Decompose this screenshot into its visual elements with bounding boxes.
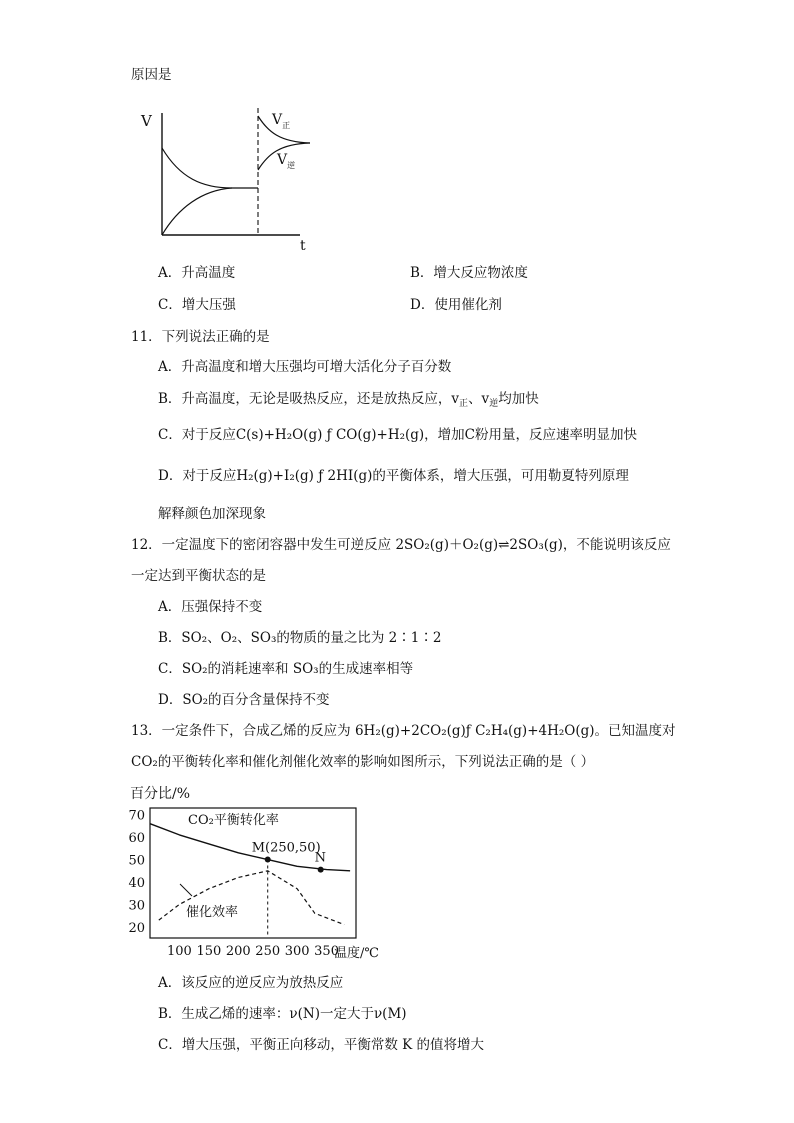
- q10-stem-tail: 原因是: [131, 67, 172, 83]
- x-tick-label: 350: [314, 944, 339, 959]
- y-tick-label: 50: [128, 853, 145, 869]
- x-tick-label: 300: [284, 944, 310, 959]
- series-efficiency-label: 催化效率: [186, 905, 239, 920]
- point-m: [265, 857, 271, 863]
- q11-option-d-line2: 解释颜色加深现象: [158, 506, 266, 522]
- q10-v-forward-label: $V_正$: [272, 112, 291, 130]
- point-n: [318, 867, 324, 873]
- x-axis-label: 温度/℃: [334, 946, 379, 961]
- q11-option-b: B．升高温度，无论是吸热反应，还是放热反应，$v_正$、$v_逆$均加快: [158, 391, 539, 409]
- y-tick-label: 30: [128, 898, 145, 914]
- q10-option-d: D．使用催化剂: [410, 297, 502, 313]
- q10-reverse-curve-1: [162, 188, 232, 235]
- y-axis-label: 百分比/%: [130, 786, 191, 802]
- point-m-label: M(250,50): [251, 840, 321, 856]
- x-tick-label: 200: [225, 944, 251, 959]
- q10-vt-graph: [140, 108, 340, 253]
- q12-option-a: A．压强保持不变: [158, 599, 263, 615]
- q13-chart: [128, 780, 398, 965]
- q11-option-a: A．升高温度和增大压强均可增大活化分子百分数: [158, 359, 452, 375]
- y-tick-label: 70: [128, 808, 145, 824]
- series-co2-label: CO₂平衡转化率: [188, 813, 279, 828]
- q10-forward-curve-1: [162, 148, 258, 188]
- x-tick-label: 100: [167, 944, 192, 959]
- q12-stem-line2: 一定达到平衡状态的是: [131, 568, 266, 584]
- q13-option-c: C．增大压强，平衡正向移动，平衡常数 K 的值将增大: [158, 1037, 484, 1053]
- q12-option-d: D．SO₂的百分含量保持不变: [158, 692, 330, 708]
- q11-option-d-line1: D．对于反应H₂(g)+I₂(g) ƒ 2HI(g)的平衡体系，增大压强，可用勒夏特列原理: [158, 468, 629, 484]
- q10-option-b: B．增大反应物浓度: [410, 265, 528, 281]
- q12-stem-line1: 12．一定温度下的密闭容器中发生可逆反应 2SO₂(g)＋O₂(g)⇌2SO₃(g)，不能说明该反应: [131, 537, 671, 553]
- q13-stem-line2: CO₂的平衡转化率和催化剂催化效率的影响如图所示，下列说法正确的是（ ）: [131, 754, 595, 770]
- q13-stem-line1: 13．一定条件下，合成乙烯的反应为 6H₂(g)+2CO₂(g)ƒ C₂H₄(g)+4H₂O(g)。已知温度对: [131, 723, 676, 739]
- x-tick-label: 250: [255, 944, 281, 959]
- series-efficiency-leader: [180, 884, 192, 896]
- q13-option-b: B．生成乙烯的速率：ν(N)一定大于ν(M): [158, 1006, 407, 1022]
- q10-x-axis-label: t: [300, 238, 306, 254]
- q11-stem: 11．下列说法正确的是: [131, 329, 270, 345]
- y-tick-label: 20: [128, 920, 145, 936]
- x-tick-label: 150: [196, 944, 222, 959]
- q10-option-a: A．升高温度: [158, 265, 236, 281]
- y-tick-label: 40: [128, 875, 145, 891]
- q12-option-c: C．SO₂的消耗速率和 SO₃的生成速率相等: [158, 661, 414, 677]
- q12-option-b: B．SO₂、O₂、SO₃的物质的量之比为 2∶1∶2: [158, 630, 442, 646]
- q11-option-c: C．对于反应C(s)+H₂O(g) ƒ CO(g)+H₂(g)，增加C粉用量，反应速率明显加快: [158, 427, 638, 443]
- q13-option-a: A．该反应的逆反应为放热反应: [158, 975, 344, 991]
- q10-option-c: C．增大压强: [158, 297, 236, 313]
- point-n-label: N: [314, 850, 327, 866]
- q10-y-axis-label: V: [141, 112, 152, 130]
- q10-v-reverse-label: $V_逆$: [277, 152, 296, 170]
- y-tick-label: 60: [128, 831, 145, 847]
